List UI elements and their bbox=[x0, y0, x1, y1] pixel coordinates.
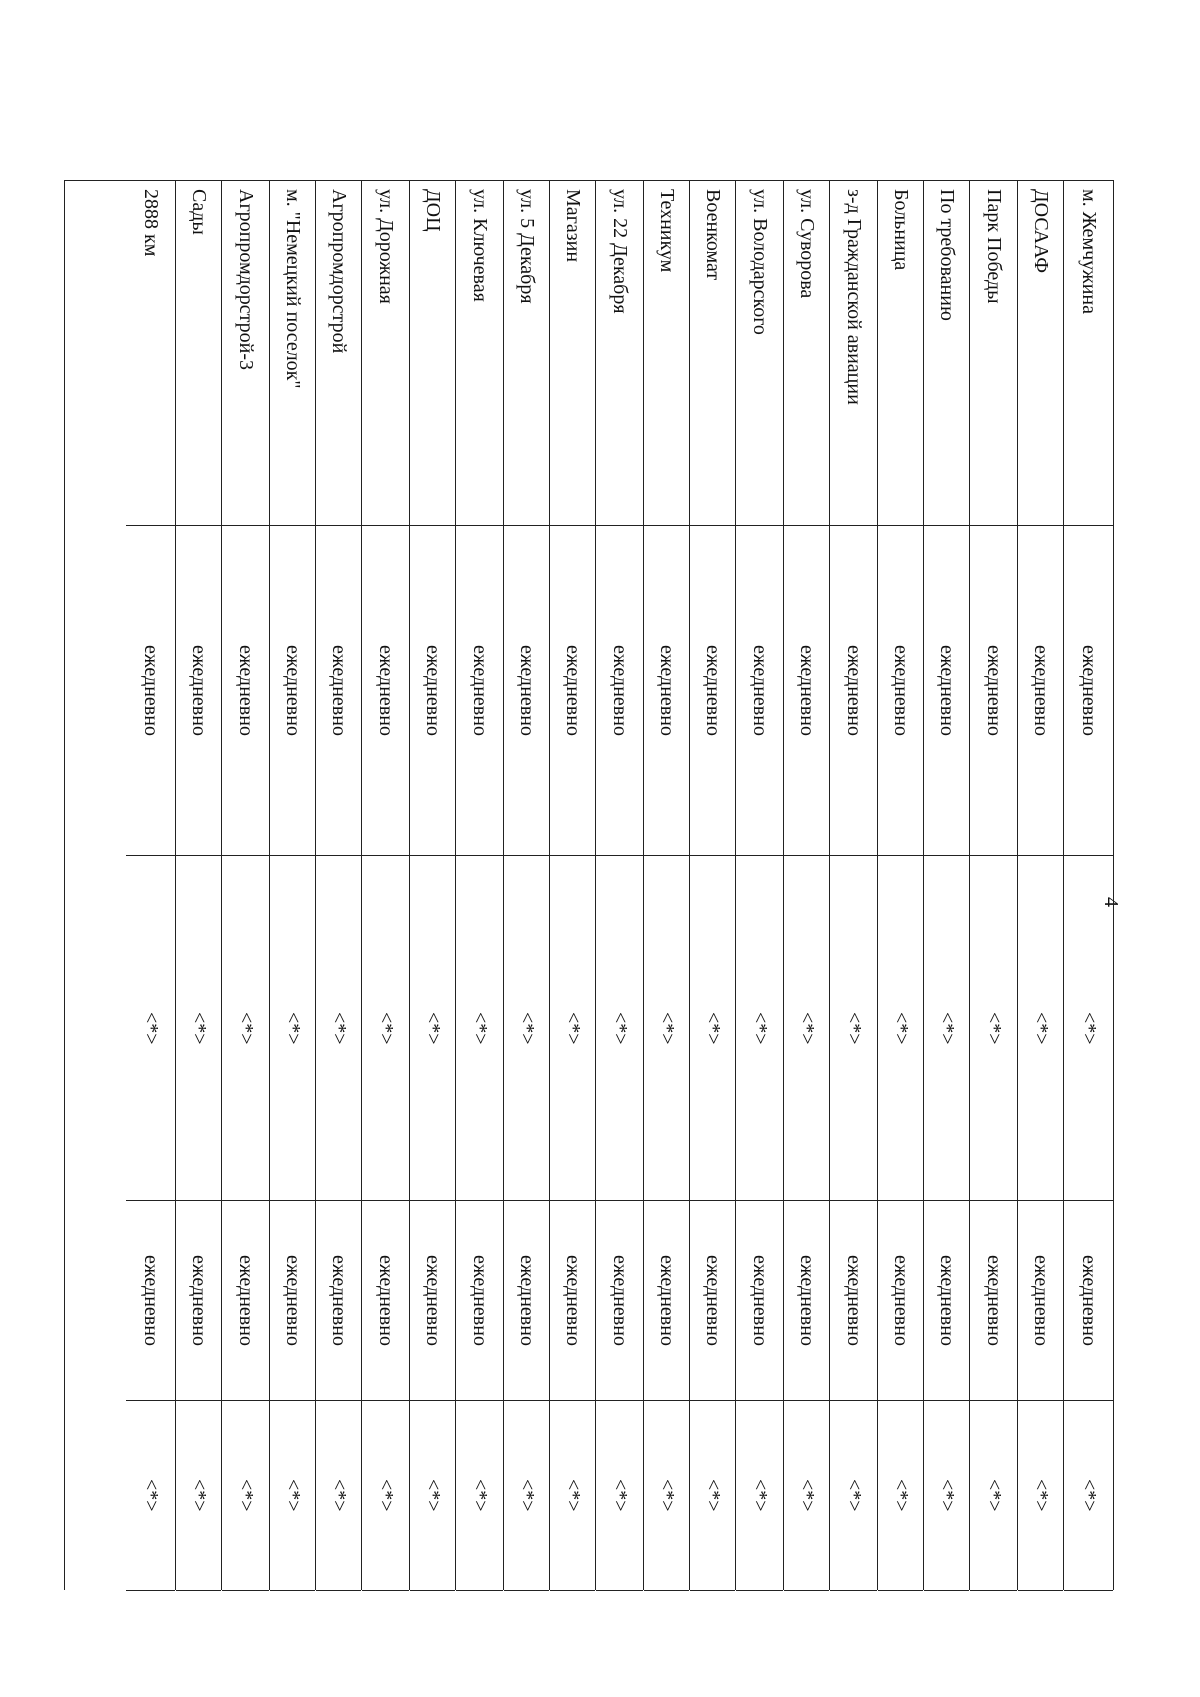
schedule-value: ежедневно bbox=[561, 645, 584, 736]
schedule-value: <*> bbox=[327, 1479, 350, 1512]
schedule-value: ежедневно bbox=[139, 645, 162, 736]
stop-name: 2888 км bbox=[139, 189, 162, 257]
schedule-value: ежедневно bbox=[982, 645, 1005, 736]
stop-name-cell bbox=[878, 181, 923, 526]
table-row bbox=[784, 181, 830, 1590]
schedule-value: <*> bbox=[139, 1479, 162, 1512]
schedule-cell bbox=[362, 1401, 409, 1591]
stop-name: По требованию bbox=[935, 189, 958, 321]
schedule-value: <*> bbox=[748, 1479, 771, 1512]
schedule-value: ежедневно bbox=[795, 1255, 818, 1346]
schedule-cell bbox=[126, 1201, 175, 1401]
schedule-cell bbox=[830, 526, 877, 856]
schedule-cell bbox=[924, 526, 969, 856]
table-row bbox=[736, 181, 784, 1590]
schedule-cell bbox=[736, 1201, 783, 1401]
table-row bbox=[644, 181, 690, 1590]
schedule-cell bbox=[784, 526, 829, 856]
schedule-value: <*> bbox=[655, 1479, 678, 1512]
stop-name: ДОЦ bbox=[421, 189, 444, 232]
schedule-cell bbox=[1064, 526, 1113, 856]
schedule-value: ежедневно bbox=[889, 645, 912, 736]
schedule-cell bbox=[690, 1401, 735, 1591]
stop-name-cell bbox=[596, 181, 643, 526]
schedule-cell bbox=[878, 1401, 923, 1591]
schedule-value: ежедневно bbox=[889, 1255, 912, 1346]
schedule-value: ежедневно bbox=[1029, 645, 1052, 736]
schedule-cell bbox=[644, 1401, 689, 1591]
schedule-cell bbox=[270, 856, 315, 1201]
schedule-value: ежедневно bbox=[842, 645, 865, 736]
schedule-cell bbox=[270, 526, 315, 856]
schedule-value: ежедневно bbox=[1077, 1255, 1100, 1346]
schedule-value: ежедневно bbox=[561, 1255, 584, 1346]
schedule-value: <*> bbox=[935, 1479, 958, 1512]
schedule-cell bbox=[830, 1401, 877, 1591]
table-row bbox=[176, 181, 222, 1590]
schedule-value: ежедневно bbox=[281, 1255, 304, 1346]
schedule-cell bbox=[784, 1401, 829, 1591]
schedule-value: <*> bbox=[281, 1479, 304, 1512]
schedule-cell bbox=[878, 526, 923, 856]
schedule-cell bbox=[316, 1401, 361, 1591]
table-row bbox=[270, 181, 316, 1590]
schedule-cell bbox=[736, 856, 783, 1201]
schedule-value: <*> bbox=[1029, 1011, 1052, 1045]
schedule-value: ежедневно bbox=[1077, 645, 1100, 736]
schedule-cell bbox=[222, 1201, 269, 1401]
schedule-value: ежедневно bbox=[187, 1255, 210, 1346]
stop-name-cell bbox=[504, 181, 549, 526]
schedule-value: ежедневно bbox=[327, 645, 350, 736]
schedule-cell bbox=[316, 856, 361, 1201]
schedule-cell bbox=[878, 1201, 923, 1401]
stop-name: Техникум bbox=[655, 189, 678, 273]
stop-name-cell bbox=[456, 181, 503, 526]
schedule-value: <*> bbox=[889, 1479, 912, 1512]
stop-name: м. "Немецкий поселок" bbox=[281, 189, 304, 389]
table-row bbox=[456, 181, 504, 1590]
schedule-value: ежедневно bbox=[935, 645, 958, 736]
schedule-cell bbox=[596, 526, 643, 856]
schedule-value: <*> bbox=[468, 1479, 491, 1512]
schedule-value: ежедневно bbox=[281, 645, 304, 736]
table-row bbox=[690, 181, 736, 1590]
schedule-cell bbox=[550, 856, 595, 1201]
schedule-cell bbox=[176, 526, 221, 856]
schedule-value: ежедневно bbox=[515, 1255, 538, 1346]
schedule-cell bbox=[222, 1401, 269, 1591]
schedule-cell bbox=[924, 1401, 969, 1591]
schedule-value: <*> bbox=[935, 1011, 958, 1045]
schedule-cell bbox=[596, 1401, 643, 1591]
schedule-value: ежедневно bbox=[515, 645, 538, 736]
schedule-value: ежедневно bbox=[748, 1255, 771, 1346]
schedule-value: ежедневно bbox=[468, 1255, 491, 1346]
stop-name: Магазин bbox=[561, 189, 584, 263]
stop-name: Агропромдорстрой bbox=[327, 189, 350, 354]
schedule-value: ежедневно bbox=[795, 645, 818, 736]
schedule-cell bbox=[456, 1401, 503, 1591]
schedule-value: <*> bbox=[234, 1011, 257, 1045]
schedule-value: <*> bbox=[748, 1011, 771, 1045]
schedule-value: ежедневно bbox=[421, 645, 444, 736]
schedule-table bbox=[64, 180, 1114, 1590]
schedule-value: ежедневно bbox=[187, 645, 210, 736]
schedule-cell bbox=[878, 856, 923, 1201]
schedule-value: <*> bbox=[795, 1479, 818, 1512]
page-number: 4 bbox=[1100, 897, 1122, 907]
schedule-value: ежедневно bbox=[1029, 1255, 1052, 1346]
table-row bbox=[362, 181, 410, 1590]
schedule-value: ежедневно bbox=[655, 1255, 678, 1346]
schedule-cell bbox=[644, 526, 689, 856]
schedule-value: <*> bbox=[982, 1011, 1005, 1045]
table-row bbox=[924, 181, 970, 1590]
schedule-cell bbox=[1018, 1401, 1063, 1591]
schedule-cell bbox=[270, 1201, 315, 1401]
schedule-cell bbox=[176, 1401, 221, 1591]
schedule-cell bbox=[456, 1201, 503, 1401]
schedule-value: ежедневно bbox=[234, 645, 257, 736]
stop-name: ул. Суворова bbox=[795, 189, 818, 299]
table-row bbox=[970, 181, 1018, 1590]
schedule-cell bbox=[222, 856, 269, 1201]
schedule-value: <*> bbox=[561, 1011, 584, 1045]
stop-name-cell bbox=[176, 181, 221, 526]
schedule-value: <*> bbox=[889, 1011, 912, 1045]
stop-name-cell bbox=[736, 181, 783, 526]
schedule-value: <*> bbox=[608, 1479, 631, 1512]
schedule-value: ежедневно bbox=[982, 1255, 1005, 1346]
schedule-cell bbox=[270, 1401, 315, 1591]
schedule-value: ежедневно bbox=[701, 645, 724, 736]
schedule-value: <*> bbox=[842, 1011, 865, 1045]
stop-name: ул. Ключевая bbox=[468, 189, 491, 302]
schedule-cell bbox=[784, 856, 829, 1201]
schedule-value: <*> bbox=[187, 1479, 210, 1512]
schedule-cell bbox=[690, 856, 735, 1201]
schedule-cell bbox=[504, 526, 549, 856]
stop-name: Агропромдорстрой-3 bbox=[234, 189, 257, 371]
stop-name: Парк Победы bbox=[982, 189, 1005, 304]
table-row bbox=[830, 181, 878, 1590]
stop-name: з-д Гражданской авиации bbox=[842, 189, 865, 405]
schedule-cell bbox=[362, 526, 409, 856]
schedule-value: ежедневно bbox=[748, 645, 771, 736]
schedule-cell bbox=[126, 856, 175, 1201]
schedule-value: ежедневно bbox=[374, 645, 397, 736]
schedule-value: ежедневно bbox=[374, 1255, 397, 1346]
schedule-value: <*> bbox=[281, 1011, 304, 1045]
schedule-value: <*> bbox=[187, 1011, 210, 1045]
schedule-cell bbox=[736, 526, 783, 856]
schedule-cell bbox=[1064, 856, 1113, 1201]
schedule-value: <*> bbox=[421, 1011, 444, 1045]
table-row bbox=[1018, 181, 1064, 1590]
schedule-cell bbox=[970, 526, 1017, 856]
schedule-cell bbox=[830, 1201, 877, 1401]
schedule-cell bbox=[176, 1201, 221, 1401]
stop-name-cell bbox=[830, 181, 877, 526]
stop-name-cell bbox=[690, 181, 735, 526]
stop-name-cell bbox=[270, 181, 315, 526]
table-row bbox=[596, 181, 644, 1590]
schedule-value: ежедневно bbox=[655, 645, 678, 736]
schedule-value: <*> bbox=[982, 1479, 1005, 1512]
schedule-value: ежедневно bbox=[608, 1255, 631, 1346]
stop-name: м. Жемчужина bbox=[1077, 189, 1100, 314]
stop-name-cell bbox=[362, 181, 409, 526]
schedule-value: <*> bbox=[842, 1479, 865, 1512]
stop-name-cell bbox=[550, 181, 595, 526]
stop-name-cell bbox=[970, 181, 1017, 526]
schedule-cell bbox=[970, 1201, 1017, 1401]
schedule-cell bbox=[1064, 1201, 1113, 1401]
schedule-value: <*> bbox=[1029, 1479, 1052, 1512]
schedule-cell bbox=[970, 1401, 1017, 1591]
schedule-value: ежедневно bbox=[234, 1255, 257, 1346]
schedule-value: ежедневно bbox=[421, 1255, 444, 1346]
schedule-value: ежедневно bbox=[327, 1255, 350, 1346]
schedule-cell bbox=[362, 856, 409, 1201]
schedule-cell bbox=[504, 856, 549, 1201]
schedule-value: <*> bbox=[374, 1011, 397, 1045]
schedule-value: <*> bbox=[139, 1011, 162, 1045]
stop-name: Больница bbox=[889, 189, 912, 271]
stop-name-cell bbox=[924, 181, 969, 526]
schedule-cell bbox=[126, 1401, 175, 1591]
schedule-value: <*> bbox=[515, 1479, 538, 1512]
schedule-value: ежедневно bbox=[608, 645, 631, 736]
schedule-value: <*> bbox=[655, 1011, 678, 1045]
stop-name-cell bbox=[1064, 181, 1113, 526]
schedule-value: <*> bbox=[561, 1479, 584, 1512]
schedule-value: <*> bbox=[374, 1479, 397, 1512]
table-row bbox=[504, 181, 550, 1590]
schedule-value: <*> bbox=[608, 1011, 631, 1045]
schedule-cell bbox=[550, 526, 595, 856]
stop-name: ул. 22 Декабря bbox=[608, 189, 631, 314]
schedule-cell bbox=[410, 1201, 455, 1401]
schedule-cell bbox=[222, 526, 269, 856]
schedule-cell bbox=[362, 1201, 409, 1401]
stop-name-cell bbox=[222, 181, 269, 526]
table-row bbox=[410, 181, 456, 1590]
schedule-cell bbox=[456, 856, 503, 1201]
schedule-value: <*> bbox=[421, 1479, 444, 1512]
schedule-value: <*> bbox=[1077, 1011, 1100, 1045]
schedule-cell bbox=[644, 856, 689, 1201]
schedule-cell bbox=[690, 1201, 735, 1401]
stop-name-cell bbox=[126, 181, 175, 526]
schedule-cell bbox=[456, 526, 503, 856]
schedule-cell bbox=[1018, 1201, 1063, 1401]
schedule-cell bbox=[1064, 1401, 1113, 1591]
schedule-value: ежедневно bbox=[842, 1255, 865, 1346]
table-row bbox=[316, 181, 362, 1590]
schedule-cell bbox=[1018, 856, 1063, 1201]
stop-name-cell bbox=[644, 181, 689, 526]
schedule-cell bbox=[830, 856, 877, 1201]
stop-name: Военкомат bbox=[701, 189, 724, 281]
stop-name-cell bbox=[1018, 181, 1063, 526]
schedule-cell bbox=[504, 1201, 549, 1401]
table-row bbox=[126, 181, 176, 1590]
stop-name: ул. 5 Декабря bbox=[515, 189, 538, 304]
schedule-value: <*> bbox=[1077, 1479, 1100, 1512]
schedule-cell bbox=[176, 856, 221, 1201]
schedule-value: <*> bbox=[327, 1011, 350, 1045]
schedule-cell bbox=[550, 1201, 595, 1401]
schedule-cell bbox=[316, 526, 361, 856]
stop-name-cell bbox=[410, 181, 455, 526]
stop-name-cell bbox=[316, 181, 361, 526]
schedule-cell bbox=[644, 1201, 689, 1401]
schedule-value: <*> bbox=[234, 1479, 257, 1512]
schedule-value: <*> bbox=[515, 1011, 538, 1045]
schedule-cell bbox=[596, 856, 643, 1201]
schedule-cell bbox=[596, 1201, 643, 1401]
schedule-cell bbox=[504, 1401, 549, 1591]
schedule-cell bbox=[924, 856, 969, 1201]
stop-name: ул. Дорожная bbox=[374, 189, 397, 304]
schedule-cell bbox=[410, 856, 455, 1201]
schedule-cell bbox=[316, 1201, 361, 1401]
schedule-value: <*> bbox=[468, 1011, 491, 1045]
stop-name: ДОСААФ bbox=[1029, 189, 1052, 274]
schedule-cell bbox=[970, 856, 1017, 1201]
schedule-value: <*> bbox=[795, 1011, 818, 1045]
stop-name-cell bbox=[784, 181, 829, 526]
schedule-value: <*> bbox=[701, 1011, 724, 1045]
schedule-cell bbox=[784, 1201, 829, 1401]
table-row bbox=[222, 181, 270, 1590]
schedule-cell bbox=[924, 1201, 969, 1401]
schedule-cell bbox=[126, 526, 175, 856]
table-row bbox=[1064, 181, 1114, 1590]
schedule-cell bbox=[690, 526, 735, 856]
schedule-cell bbox=[1018, 526, 1063, 856]
schedule-cell bbox=[410, 1401, 455, 1591]
schedule-cell bbox=[736, 1401, 783, 1591]
schedule-cell bbox=[550, 1401, 595, 1591]
table-row bbox=[878, 181, 924, 1590]
schedule-cell bbox=[410, 526, 455, 856]
schedule-value: ежедневно bbox=[139, 1255, 162, 1346]
table-row bbox=[550, 181, 596, 1590]
schedule-value: ежедневно bbox=[468, 645, 491, 736]
stop-name: Сады bbox=[187, 189, 210, 235]
schedule-value: ежедневно bbox=[935, 1255, 958, 1346]
schedule-value: <*> bbox=[701, 1479, 724, 1512]
schedule-value: ежедневно bbox=[701, 1255, 724, 1346]
stop-name: ул. Володарского bbox=[748, 189, 771, 335]
